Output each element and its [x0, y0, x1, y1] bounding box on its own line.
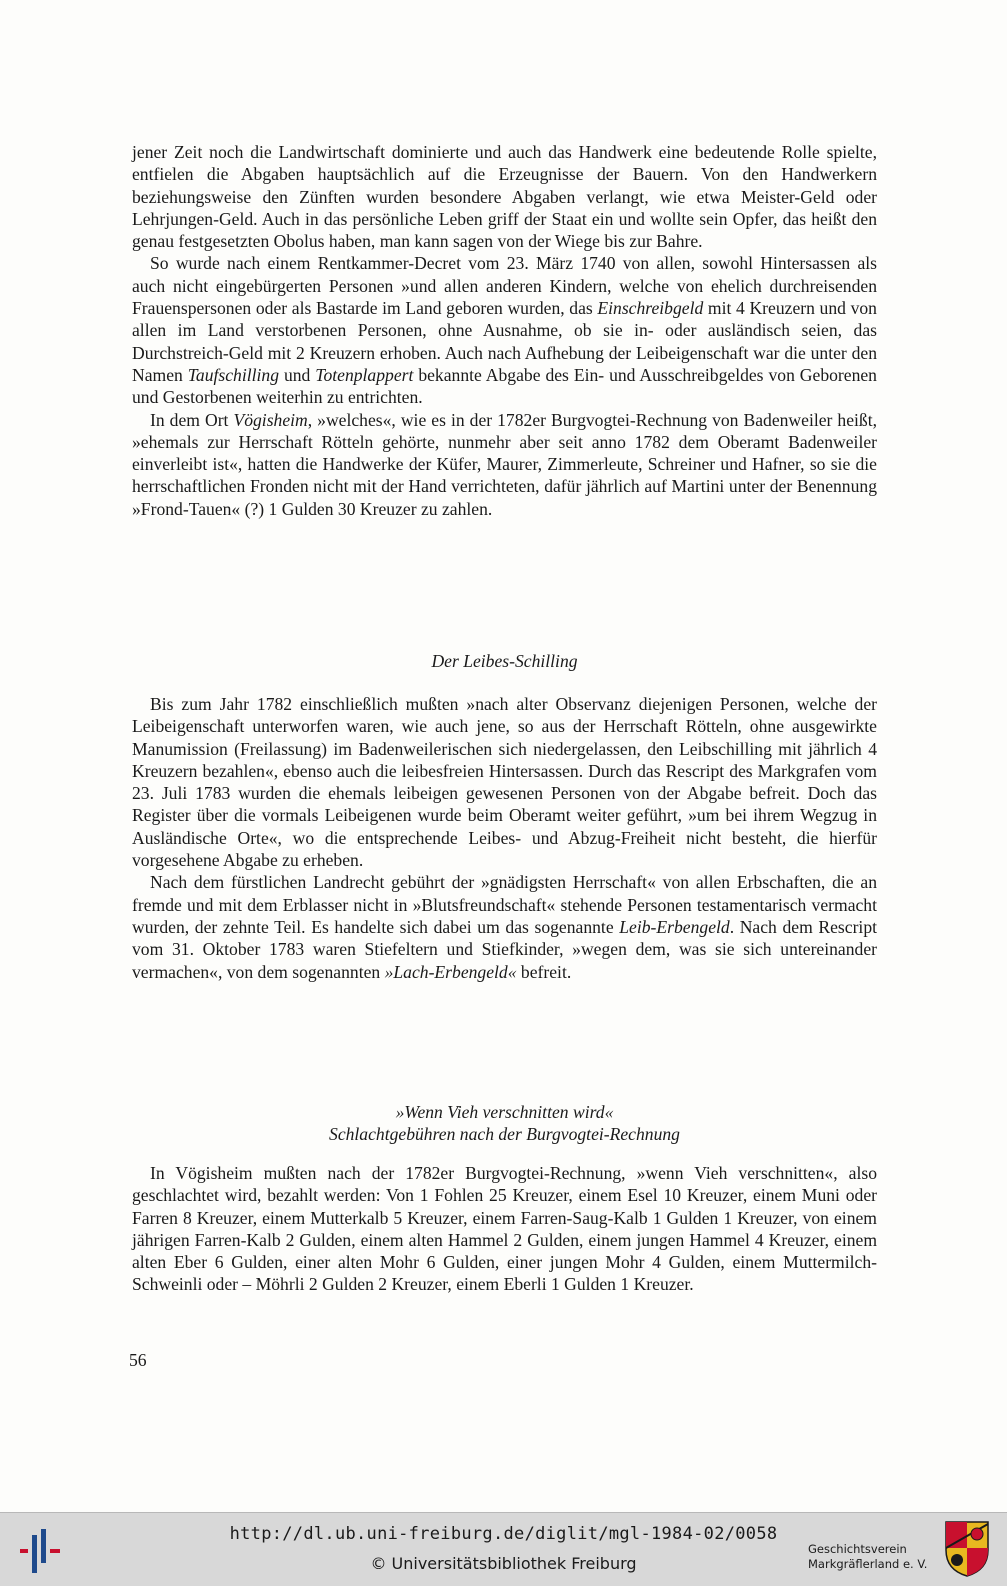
body-text-top	[132, 141, 877, 520]
paragraph-2: So wurde nach einem Rentkammer-Decret vom 23. März 1740 von allen, sowohl Hintersassen als auch nicht eingebürgerten Personen »und allen anderen Kindern, welche von ehelich durchreisenden Frauenspersonen oder als Bastarde im Land geboren wurden, das Einschreibgeld mit 4 Kreuzern und von allen im Land verstorbenen Personen, ohne Ausnahme, ob sie in- oder ausländisch seien, das Durchstreich-Geld mit 2 Kreuzern erhoben. Auch nach Aufhebung der Leibeigenschaft war die unter den Namen Taufschilling und Totenplappert bekannte Abgabe des Ein- und Ausschreibgeldes von Geborenen und Gestorbenen weiterhin zu entrichten.	[132, 253, 877, 408]
heading-line-2: Schlachtgebühren nach der Burgvogtei-Rechnung	[329, 1124, 680, 1145]
body-text-middle	[132, 693, 877, 983]
section-heading-leibes-schilling: Der Leibes-Schilling	[431, 651, 578, 671]
footer-society-name: Geschichtsverein Markgräflerland e. V.	[808, 1542, 928, 1571]
footer-copyright: © Universitätsbibliothek Freiburg	[370, 1554, 637, 1573]
footer-url-link[interactable]: http://dl.ub.uni-freiburg.de/diglit/mgl-1984-02/0058	[229, 1524, 778, 1544]
paragraph-1: jener Zeit noch die Landwirtschaft dominierte und auch das Handwerk eine bedeutende Rolle spielte, entfielen die Abgaben hauptsächlich auf die Erzeugnisse der Bauern. Von den Handwerkern beziehungsweise den Zünften wurden besondere Abgaben verlangt, wie etwa Meister-Geld oder Lehrjungen-Geld. Auch in das persönliche Leben griff der Staat ein und wollte sein Opfer, das heißt den genau festgesetzten Obolus haben, man kann sagen von der Wiege bis zur Bahre.	[132, 142, 877, 252]
paragraph-5: Nach dem fürstlichen Landrecht gebührt der »gnädigsten Herrschaft« von allen Erbschaften, die an fremde und mit dem Erblasser nicht in »Blutsfreundschaft« stehende Personen testamentarisch vermacht wurden, der zehnte Teil. Es handelte sich dabei um das sogenannte Leib-Erbengeld. Nach dem Rescript vom 31. Oktober 1783 waren Stiefeltern und Stiefkinder, »wegen dem, was sie sich untereinander vermachen«, von dem sogenannten »Lach-Erbengeld« befreit.	[132, 872, 878, 982]
heading-line-1: »Wenn Vieh verschnitten wird«	[395, 1102, 614, 1122]
coat-of-arms-icon	[944, 1520, 990, 1578]
paragraph-4: Bis zum Jahr 1782 einschließlich mußten »nach alter Observanz diejenigen Personen, welche der Leibeigenschaft unterworfen waren, wie auch jene, so aus der Herrschaft Rötteln, ohne ausgewirkte Manumission (Freilassung) im Badenweilerischen sich niedergelassen, den Leibschilling mit jährlich 4 Kreuzern bezahlen«, ebenso auch die leibesfreien Hintersassen. Durch das Rescript des Markgrafen vom 23. Juli 1783 wurden die ehemals leibeigen gewesenen Personen von der Abgabe befreit. Doch das Register über die vormals Leibeigenen wurde beim Oberamt weiter geführt, »um bei ihrem Wegzug in Ausländische Orte«, wo die entsprechende Leibes- und Abzug-Freiheit nicht besteht, die hierfür vorgesehene Abgabe zu erheben.	[132, 694, 877, 871]
paragraph-3: In dem Ort Vögisheim, »welches«, wie es in der 1782er Burgvogtei-Rechnung von Badenweiler heißt, »ehemals zur Herrschaft Rötteln gehörte, nunmehr aber seit anno 1782 dem Oberamt Badenweiler einverleibt ist«, hatten die Handwerke der Küfer, Maurer, Zimmerleute, Schreiner und Hafner, so sie die herrschaftlichen Fronden nicht mit der Hand verrichteten, dafür jährlich auf Martini unter der Benennung »Frond-Tauen« (?) 1 Gulden 30 Kreuzer zu zahlen.	[132, 409, 877, 519]
page-number: 56	[129, 1350, 147, 1370]
paragraph-6: In Vögisheim mußten nach der 1782er Burgvogtei-Rechnung, »wenn Vieh verschnitten«, also geschlachtet wird, bezahlt werden: Von 1 Fohlen 25 Kreuzer, einem Esel 10 Kreuzer, einem Muni oder Farren 8 Kreuzer, einem Mutterkalb 5 Kreuzer, einem Farren-Saug-Kalb 1 Gulden 1 Kreuzer, von einem jährigen Farren-Kalb 2 Gulden, einem alten Hammel 2 Gulden, einem jungen Hammel 4 Kreuzer, einem alten Eber 6 Gulden, einer alten Mohr 6 Gulden, einer jungen Mohr 4 Gulden, einem Muttermilch-Schweinli oder – Möhrli 2 Gulden 2 Kreuzer, einem Eberli 1 Gulden 1 Kreuzer.	[132, 1163, 877, 1295]
footer-bar	[0, 1512, 1007, 1586]
body-text-bottom	[132, 1162, 877, 1296]
section-heading-vieh	[132, 1101, 877, 1146]
